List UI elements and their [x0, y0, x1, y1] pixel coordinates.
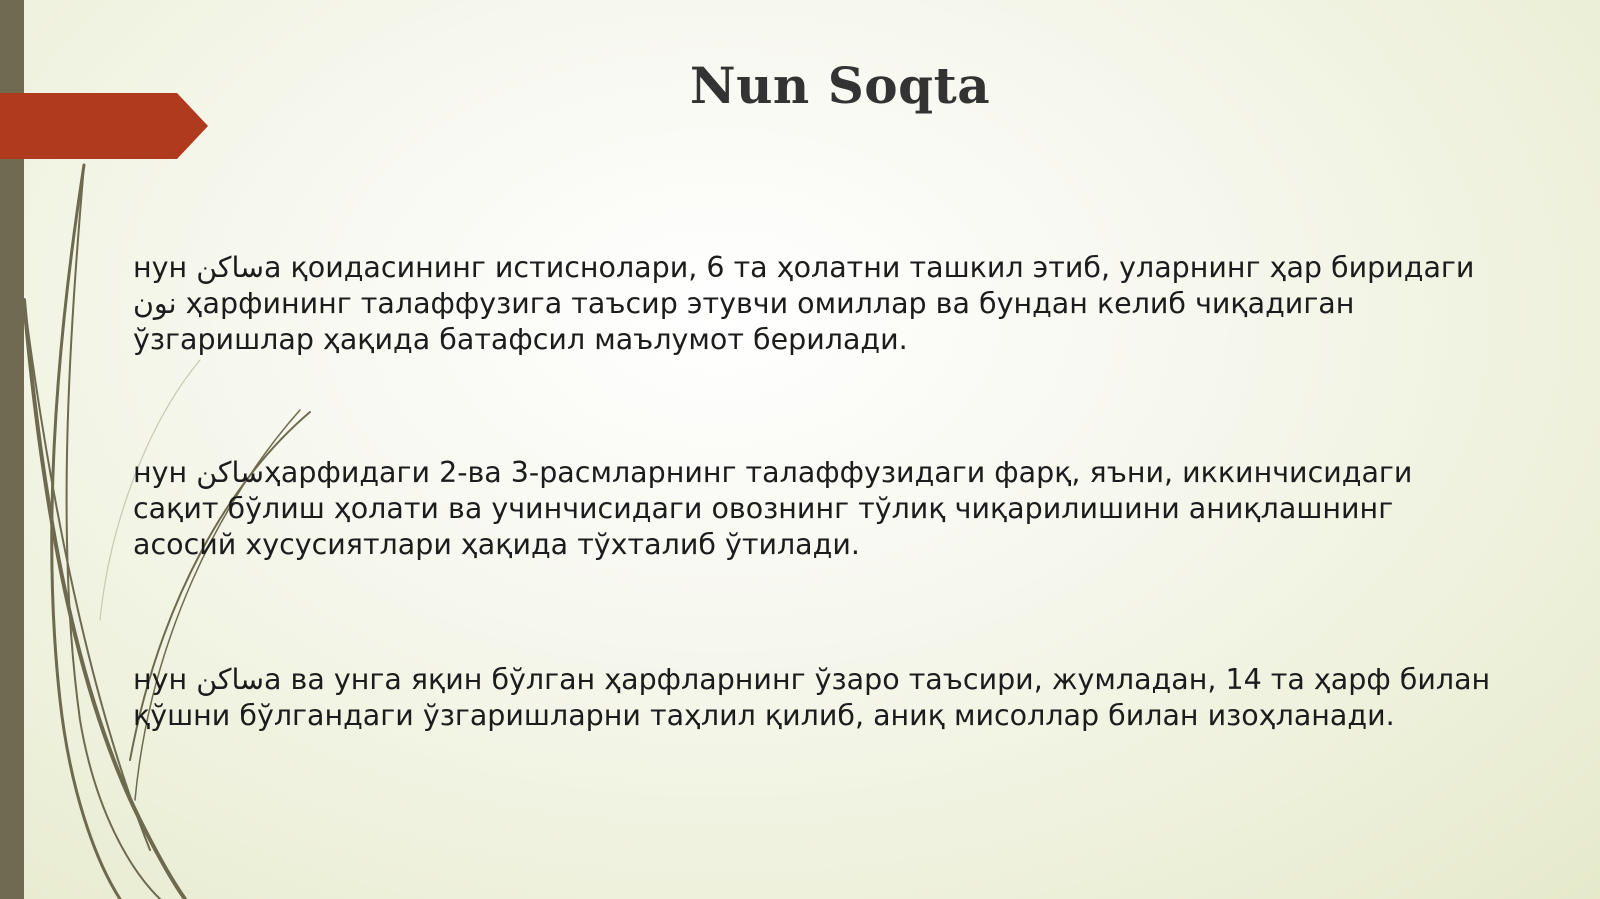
slide-title: Nun Soqta [689, 56, 991, 115]
paragraph-1-text: нун ساکنа қоидасининг истиснолари, 6 та ҳолатни ташкил этиб, уларнинг ҳар биридаги نون ҳарфининг талаффузига таъсир этувчи омиллар ва бундан келиб чиқадиган ўзгаришлар ҳақида батафсил маълумот берилади. [133, 251, 1475, 356]
paragraph-3 [133, 662, 1493, 734]
paragraph-2-text: нун ساکنҳарфидаги 2-ва 3-расмларнинг талаффузидаги фарқ, яъни, иккинчисидаги сақит бўлиш ҳолати ва учинчисидаги овознинг тўлиқ чиқарилишини аниқлашнинг асосий хусусиятлари ҳақида тўхталиб ўтилади. [133, 456, 1413, 561]
paragraph-2 [133, 455, 1493, 563]
paragraph-1 [133, 250, 1493, 358]
paragraph-3-text: нун ساکنа ва унга яқин бўлган ҳарфларнинг ўзаро таъсири, жумладан, 14 та ҳарф билан қўшни бўлгандаги ўзгаришларни таҳлил қилиб, аниқ мисоллар билан изоҳланади. [133, 663, 1491, 732]
